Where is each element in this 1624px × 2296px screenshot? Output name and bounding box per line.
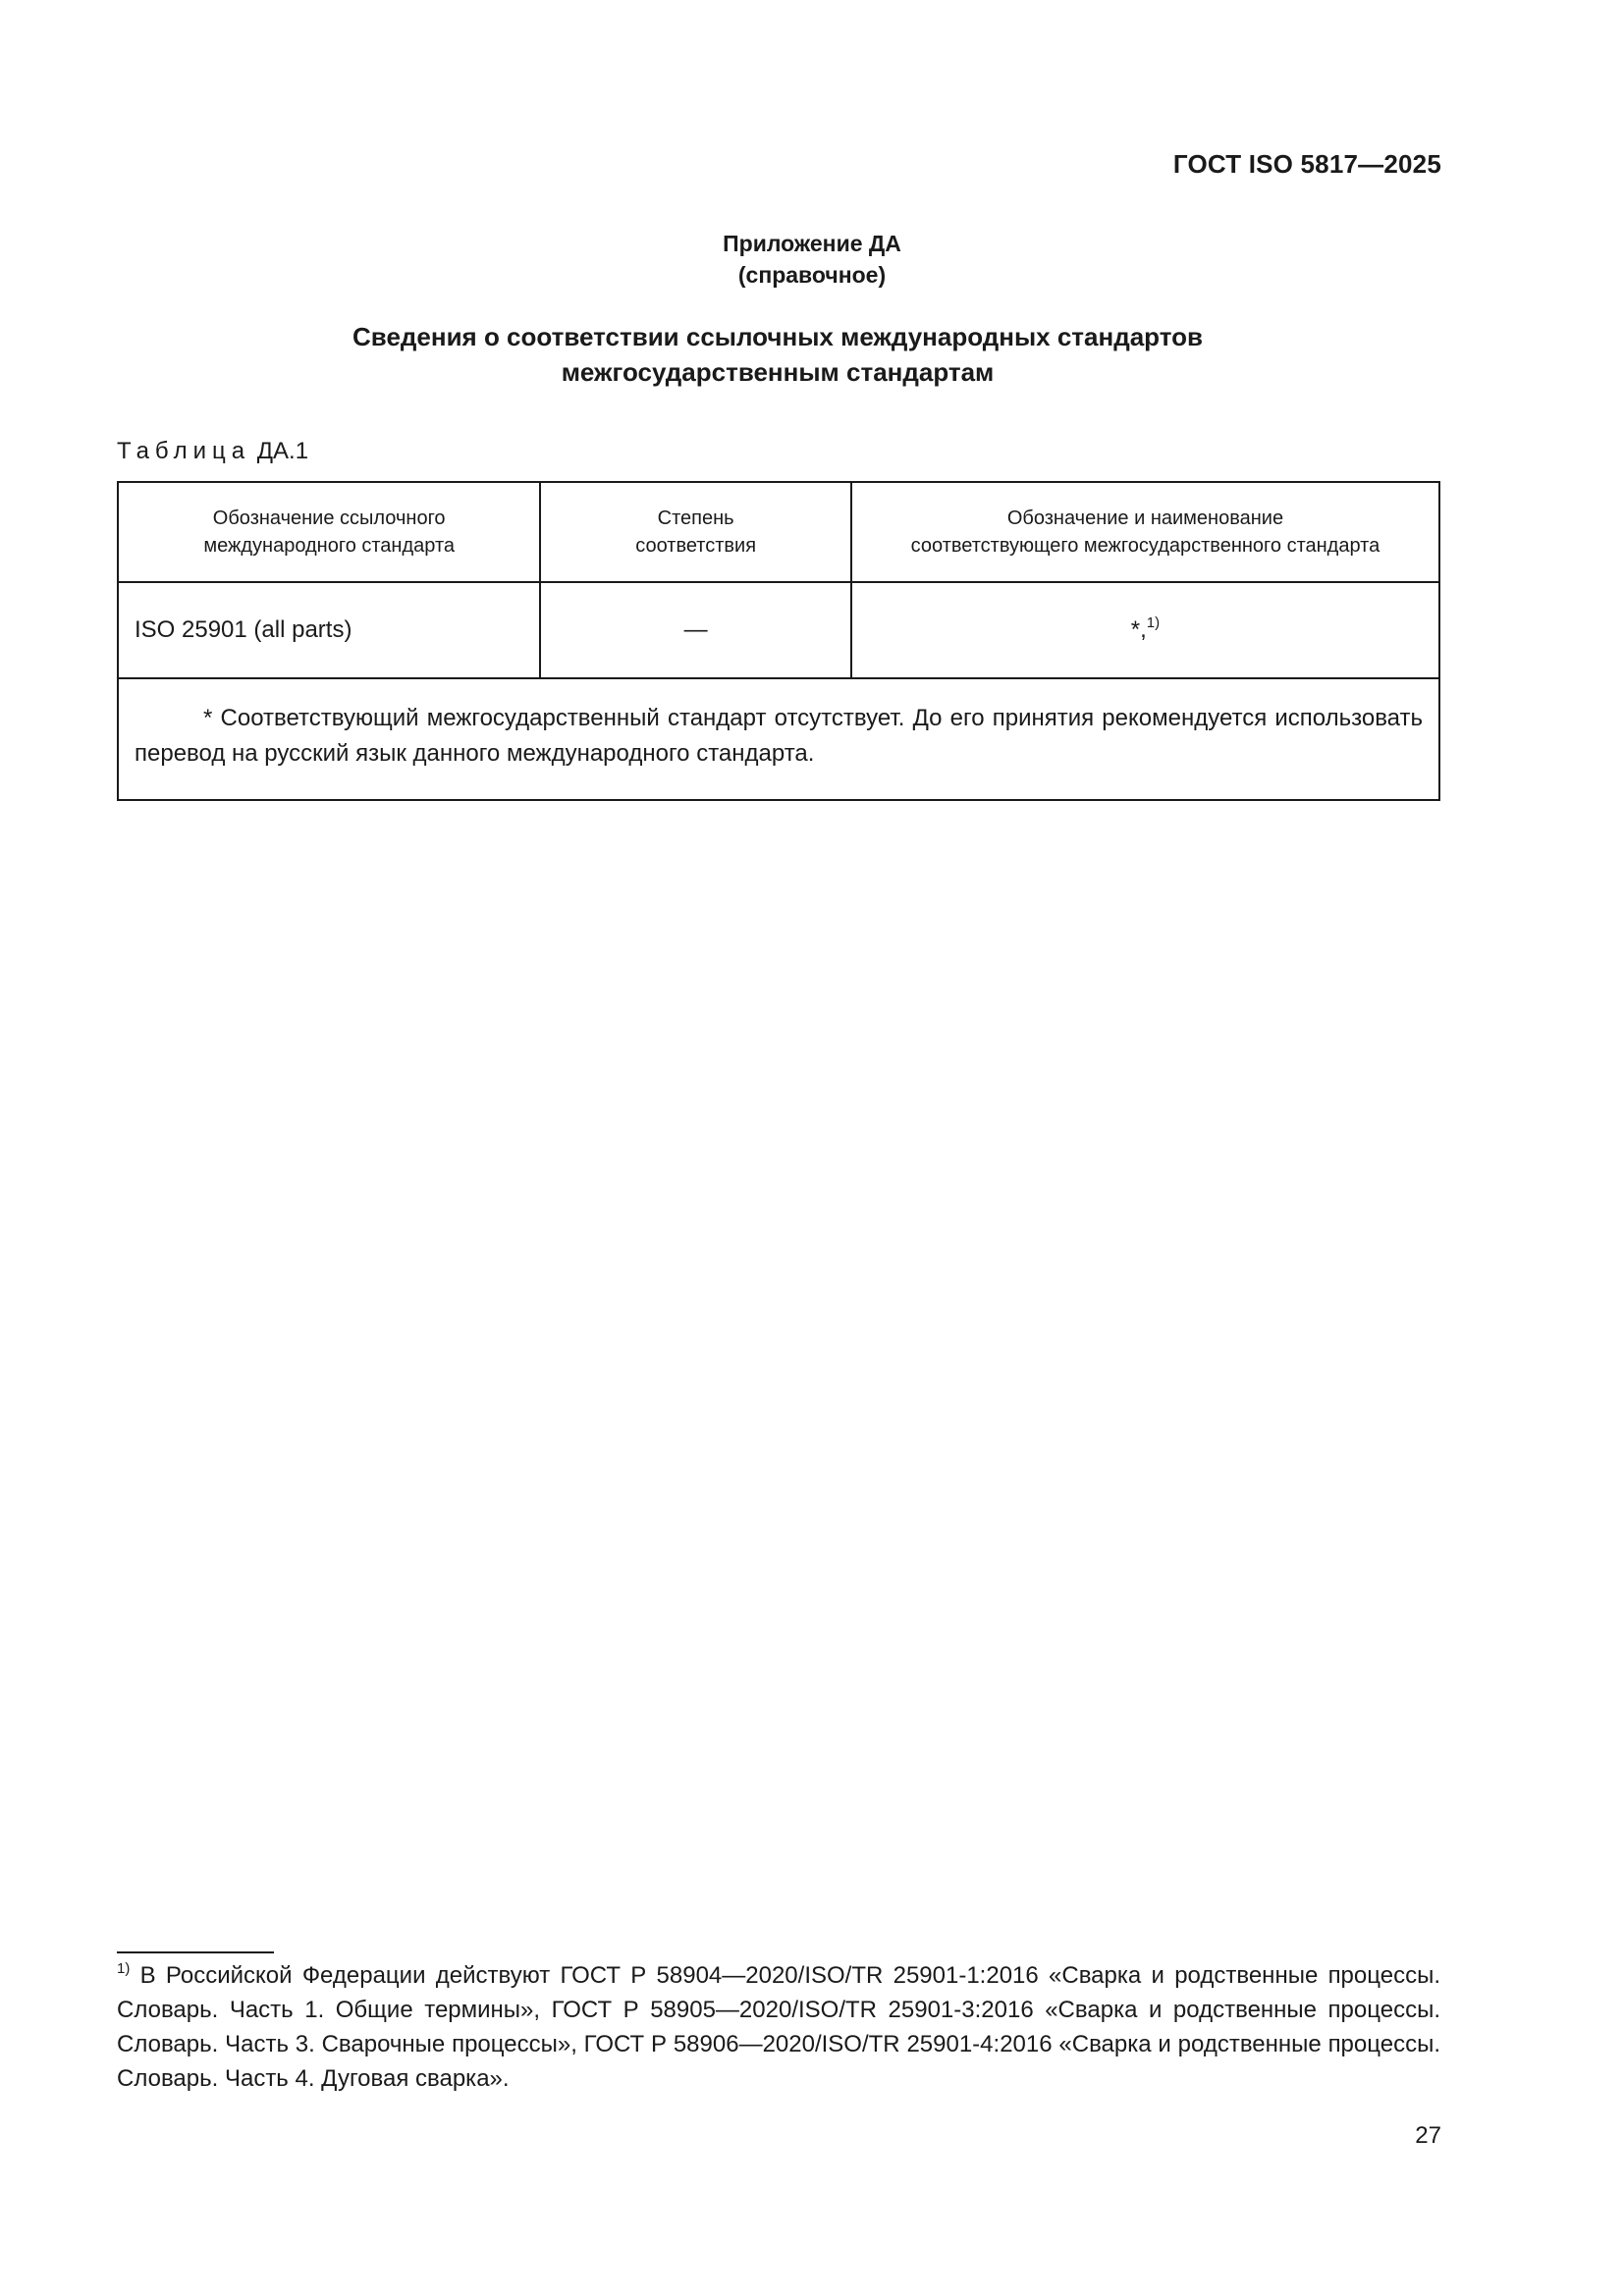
- header-degree: [540, 482, 851, 582]
- section-heading-line-1: Сведения о соответствии ссылочных международных стандартов: [352, 322, 1203, 351]
- cell-degree: —: [540, 582, 851, 678]
- header-reference-designation: [118, 482, 540, 582]
- footnote-mark: 1): [117, 1960, 131, 1977]
- cell-designation: ISO 25901 (all parts): [118, 582, 540, 678]
- annex-block: [0, 228, 1624, 291]
- table-row: [118, 582, 1439, 678]
- cell-gost: [851, 582, 1439, 678]
- annex-title: Приложение ДА: [723, 231, 901, 256]
- document-code: ГОСТ ISO 5817—2025: [1172, 149, 1441, 179]
- section-heading-line-2: межгосударственным стандартам: [561, 357, 995, 387]
- footnote-reference: 1): [1146, 614, 1161, 631]
- table-caption-word: Таблица: [117, 438, 251, 464]
- section-heading: [0, 319, 1555, 390]
- footnote: [117, 1958, 1440, 2096]
- header-interstate-standard: [851, 482, 1439, 582]
- header-text-line: международного стандарта: [203, 535, 456, 557]
- header-text-line: Степень: [657, 507, 734, 529]
- page-number: 27: [1415, 2122, 1441, 2149]
- table-caption-number: ДА.1: [256, 438, 309, 464]
- footnote-separator: [117, 1951, 274, 1953]
- table-header-row: [118, 482, 1439, 582]
- annex-type: (справочное): [737, 262, 887, 288]
- cell-gost-value: *,: [1130, 616, 1147, 643]
- table-caption: [117, 438, 308, 465]
- header-text-line: соответствия: [635, 535, 757, 557]
- header-text-line: соответствующего межгосударственного стандарта: [910, 535, 1380, 557]
- table-note: * Соответствующий межгосударственный стандарт отсутствует. До его принятия рекомендуется использовать перевод на русский язык данного международного стандарта.: [118, 678, 1439, 800]
- header-text-line: Обозначение и наименование: [1006, 507, 1284, 529]
- table-note-row: [118, 678, 1439, 800]
- footnote-text: В Российской Федерации действуют ГОСТ Р 58904—2020/ISO/TR 25901-1:2016 «Сварка и родственные процессы. Словарь. Часть 1. Общие термины», ГОСТ Р 58905—2020/ISO/TR 25901-3:2016 «Сварка и родственные процессы. Словарь. Часть 3. Сварочные процессы», ГОСТ Р 58906—2020/ISO/TR 25901-4:2016 «Сварка и родственные процессы. Словарь. Часть 4. Дуговая сварка».: [117, 1962, 1440, 2092]
- standards-correspondence-table: [117, 481, 1440, 801]
- header-text-line: Обозначение ссылочного: [212, 507, 446, 529]
